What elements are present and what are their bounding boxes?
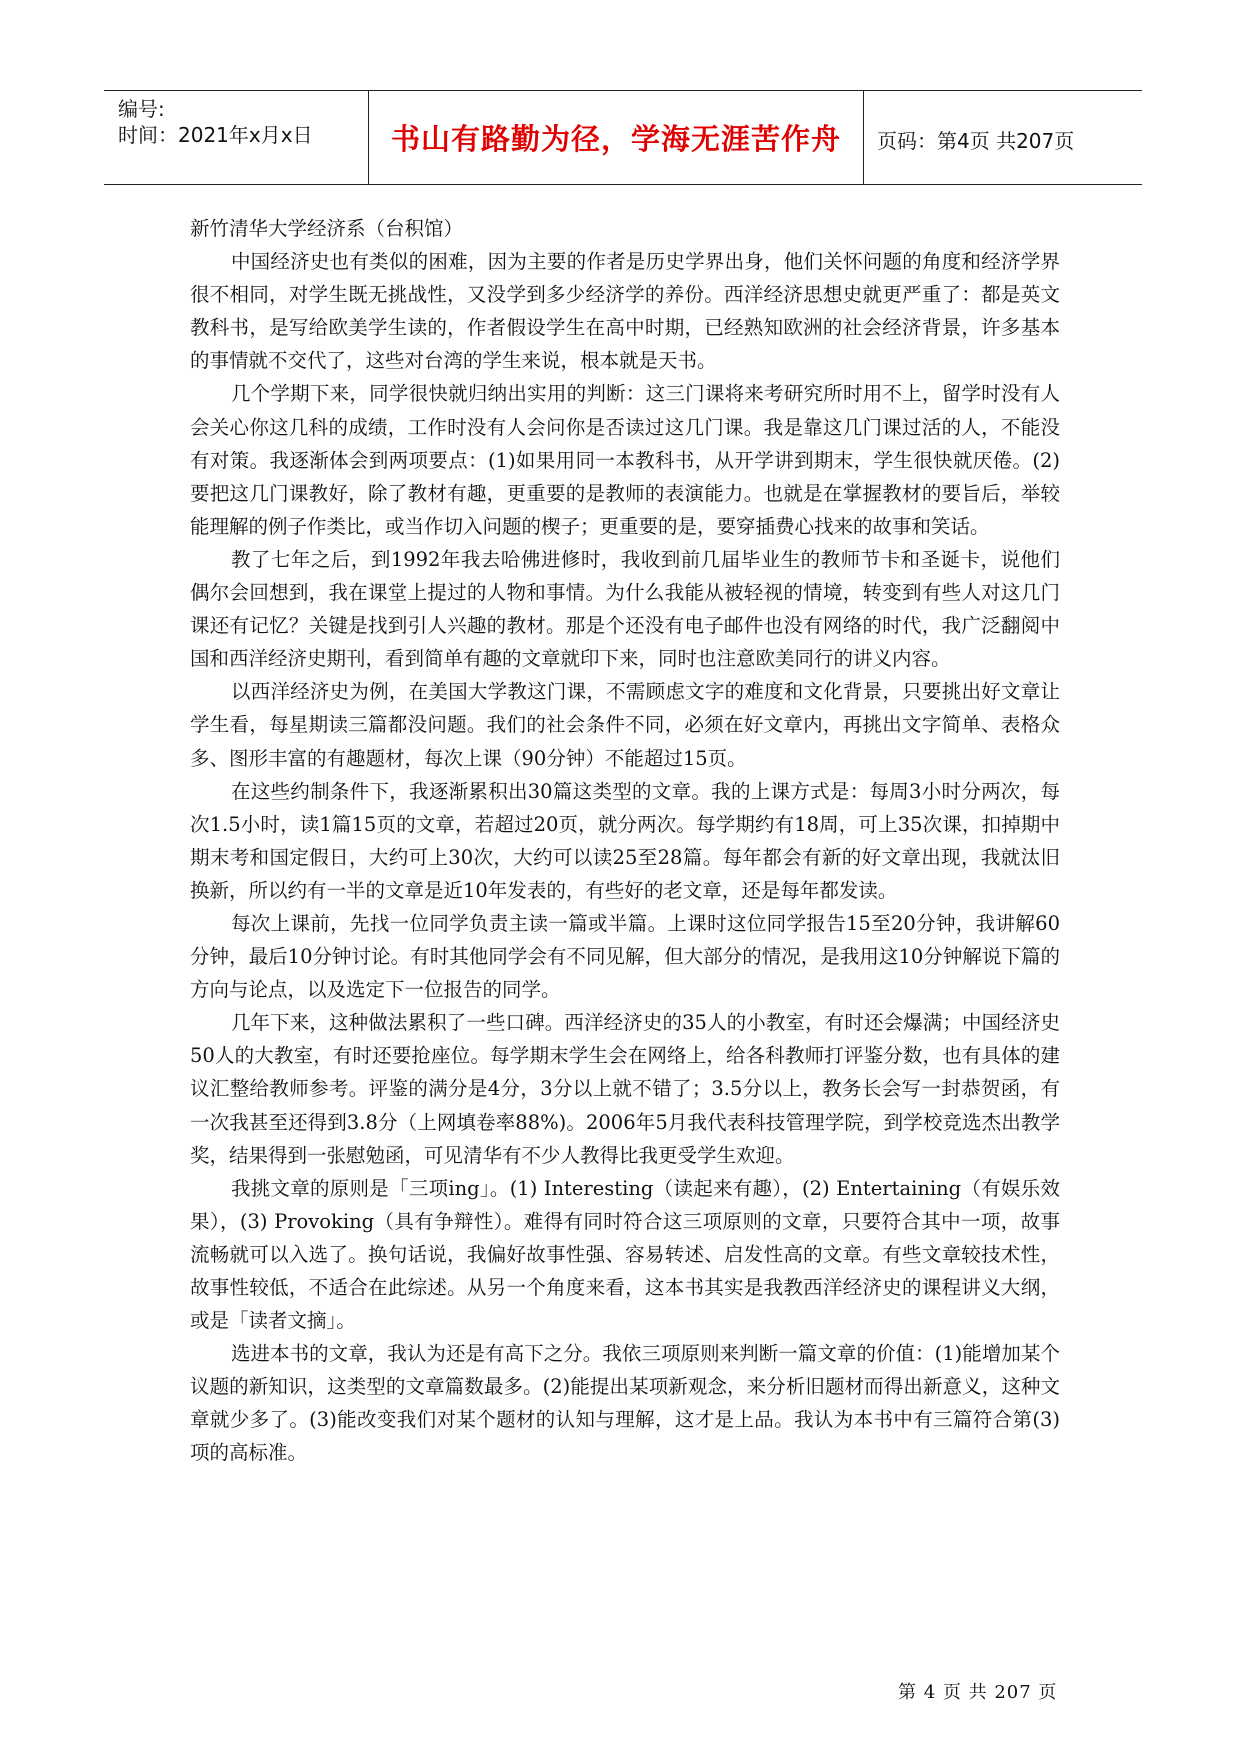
header-info-cell [104,91,368,184]
body-paragraph: 中国经济史也有类似的困难，因为主要的作者是历史学界出身，他们关怀问题的角度和经济学界很不相同，对学生既无挑战性，又没学到多少经济学的养份。西洋经济思想史就更严重了：都是英文教科书，是写给欧美学生读的，作者假设学生在高中时期，已经熟知欧洲的社会经济背景，许多基本的事情就不交代了，这些对台湾的学生来说，根本就是天书。 [190,250,1060,373]
header-motto: 书山有路勤为径，学海无涯苦作舟 [390,122,841,156]
header-page-cell [863,91,1142,184]
page-footer: 第 4 页 共 207 页 [898,1682,1058,1703]
document-time-label: 时间：2021年x月x日 [118,123,313,147]
document-number-label: 编号: [118,97,165,121]
body-paragraph: 几个学期下来，同学很快就归纳出实用的判断：这三门课将来考研究所时用不上，留学时没有人会关心你这几科的成绩，工作时没有人会问你是否读过这几门课。我是靠这几门课过活的人，不能没有对策。我逐渐体会到两项要点：(1)如果用同一本教科书，从开学讲到期末，学生很快就厌倦。(2)要把这几门课教好，除了教材有趣，更重要的是教师的表演能力。也就是在掌握教材的要旨后，举较能理解的例子作类比，或当作切入问题的楔子；更重要的是，要穿插费心找来的故事和笑话。 [190,382,1060,538]
document-header [104,90,1142,185]
body-heading: 新竹清华大学经济系（台积馆） [190,217,464,240]
header-motto-cell [368,91,864,184]
header-page-code: 页码：第4页 共207页 [877,129,1075,153]
document-body [190,212,1060,1470]
body-paragraph: 每次上课前，先找一位同学负责主读一篇或半篇。上课时这位同学报告15至20分钟，我讲解60分钟，最后10分钟讨论。有时其他同学会有不同见解，但大部分的情况，是我用这10分钟解说下篇的方向与论点，以及选定下一位报告的同学。 [190,911,1060,1002]
body-paragraph: 教了七年之后，到1992年我去哈佛进修时，我收到前几届毕业生的教师节卡和圣诞卡，说他们偶尔会回想到，我在课堂上提过的人物和事情。为什么我能从被轻视的情境，转变到有些人对这几门课还有记忆？关键是找到引人兴趣的教材。那是个还没有电子邮件也没有网络的时代，我广泛翻阅中国和西洋经济史期刊，看到简单有趣的文章就印下来，同时也注意欧美同行的讲义内容。 [190,547,1060,671]
body-paragraph: 以西洋经济史为例，在美国大学教这门课，不需顾虑文字的难度和文化背景，只要挑出好文章让学生看，每星期读三篇都没问题。我们的社会条件不同，必须在好文章内，再挑出文字简单、表格众多、图形丰富的有趣题材，每次上课（90分钟）不能超过15页。 [190,680,1060,770]
body-paragraph: 我挑文章的原则是「三项ing」。(1) Interesting（读起来有趣），(2) Entertaining（有娱乐效果），(3) Provoking（具有争辩性）。难得有同时符合这三项原则的文章，只要符合其中一项，故事流畅就可以入选了。换句话说，我偏好故事性强、容易转述、启发性高的文章。有些文章较技术性，故事性较低，不适合在此综述。从另一个角度来看，这本书其实是我教西洋经济史的课程讲义大纲，或是「读者文摘」。 [190,1176,1060,1333]
body-paragraph: 选进本书的文章，我认为还是有高下之分。我依三项原则来判断一篇文章的价值：(1)能增加某个议题的新知识，这类型的文章篇数最多。(2)能提出某项新观念，来分析旧题材而得出新意义，这种文章就少多了。(3)能改变我们对某个题材的认知与理解，这才是上品。我认为本书中有三篇符合第(3)项的高标准。 [190,1342,1060,1465]
body-paragraph: 在这些约制条件下，我逐渐累积出30篇这类型的文章。我的上课方式是：每周3小时分两次，每次1.5小时，读1篇15页的文章，若超过20页，就分两次。每学期约有18周，可上35次课，扣掉期中期末考和国定假日，大约可上30次，大约可以读25至28篇。每年都会有新的好文章出现，我就汰旧换新，所以约有一半的文章是近10年发表的，有些好的老文章，还是每年都发读。 [190,779,1060,902]
body-paragraph: 几年下来，这种做法累积了一些口碑。西洋经济史的35人的小教室，有时还会爆满；中国经济史50人的大教室，有时还要抢座位。每学期末学生会在网络上，给各科教师打评鉴分数，也有具体的建议汇整给教师参考。评鉴的满分是4分，3分以上就不错了；3.5分以上，教务长会写一封恭贺函，有一次我甚至还得到3.8分（上网填卷率88%)。2006年5月我代表科技管理学院，到学校竞选杰出教学奖，结果得到一张慰勉函，可见清华有不少人教得比我更受学生欢迎。 [190,1011,1060,1167]
